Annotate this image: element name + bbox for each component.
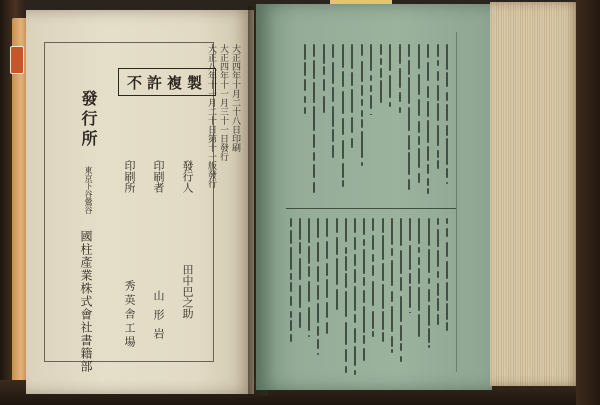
text-line-segment — [409, 286, 411, 308]
text-line-segment — [290, 311, 292, 317]
text-line-segment — [446, 138, 448, 165]
text-line-segment — [400, 325, 402, 341]
text-line-segment — [446, 322, 448, 330]
printing-house-role: 印刷所 — [123, 160, 136, 193]
text-line-segment — [317, 266, 319, 283]
text-line-segment — [409, 218, 411, 241]
text-line-segment — [370, 85, 372, 92]
text-line-segment — [382, 263, 384, 281]
section-divider-line — [286, 208, 456, 209]
text-line-segment — [446, 182, 448, 184]
text-line-segment — [382, 235, 384, 259]
text-line-segment — [427, 146, 429, 161]
text-line-segment — [418, 218, 420, 244]
text-line-segment — [437, 150, 439, 158]
text-line-segment — [354, 346, 356, 366]
text-line-segment — [354, 370, 356, 375]
text-line-segment — [332, 145, 334, 158]
text-line-segment — [336, 258, 338, 285]
text-line-segment — [372, 254, 374, 261]
text-line-segment — [380, 68, 382, 78]
colophon-page — [26, 10, 254, 394]
text-line-segment — [354, 254, 356, 267]
text-line-segment — [427, 86, 429, 98]
text-line-segment — [313, 152, 315, 161]
text-line-segment — [345, 322, 347, 345]
text-line-segment — [342, 44, 344, 68]
text-line-segment — [299, 312, 301, 328]
text-line-segment — [418, 74, 420, 95]
no-reproduction-stamp-box — [118, 68, 216, 96]
text-line-segment — [437, 218, 439, 225]
text-line-segment — [363, 348, 365, 361]
text-line-segment — [342, 140, 344, 159]
upper-text-block — [296, 44, 452, 200]
text-line-segment — [332, 87, 334, 102]
text-line-segment — [437, 103, 439, 121]
text-line-segment — [308, 218, 310, 243]
text-line-segment — [382, 332, 384, 343]
text-line-segment — [336, 237, 338, 255]
text-line-segment — [363, 290, 365, 303]
red-label-tab — [10, 46, 24, 74]
text-line-segment — [418, 121, 420, 133]
text-line-segment — [437, 229, 439, 248]
text-line-segment — [418, 257, 420, 265]
text-line-segment — [399, 92, 401, 102]
text-line-segment — [354, 237, 356, 250]
text-line-segment — [299, 242, 301, 254]
text-line-segment — [408, 44, 410, 57]
text-line-segment — [427, 101, 429, 117]
text-line-segment — [400, 356, 402, 362]
text-line-segment — [290, 296, 292, 307]
text-line-segment — [409, 312, 411, 313]
text-line-segment — [372, 235, 374, 250]
text-line-segment — [437, 298, 439, 311]
text-line-segment — [345, 349, 347, 362]
text-line-segment — [437, 44, 439, 57]
printer-role: 印刷者 — [152, 160, 165, 193]
text-line-segment — [427, 188, 429, 193]
text-line-segment — [304, 44, 306, 60]
text-line-segment — [304, 79, 306, 91]
text-line-segment — [299, 258, 301, 280]
text-line-segment — [437, 283, 439, 296]
text-line-segment — [399, 44, 401, 64]
text-line-segment — [354, 269, 356, 283]
text-line-segment — [304, 96, 306, 102]
text-line-segment — [437, 250, 439, 267]
text-line-segment — [418, 314, 420, 337]
text-line-segment — [437, 314, 439, 325]
text-line-segment — [290, 320, 292, 331]
publisher-role: 發行人 — [181, 160, 194, 193]
text-line-segment — [446, 168, 448, 178]
text-line-segment — [389, 44, 391, 71]
text-line-segment — [313, 134, 315, 148]
text-line-segment — [437, 160, 439, 169]
text-line-segment — [409, 245, 411, 270]
text-line-segment — [351, 117, 353, 133]
text-line-segment — [428, 218, 430, 246]
text-line-segment — [408, 77, 410, 104]
text-line-segment — [446, 92, 448, 101]
publisher-person-name: 田中巴之助 — [181, 264, 194, 319]
text-line-segment — [437, 60, 439, 67]
text-line-segment — [317, 353, 319, 354]
text-line-segment — [351, 89, 353, 114]
text-line-segment — [313, 164, 315, 178]
text-line-segment — [326, 263, 328, 276]
text-line-segment — [345, 366, 347, 374]
text-line-segment — [361, 85, 363, 96]
text-line-segment — [428, 249, 430, 273]
text-line-segment — [323, 44, 325, 64]
text-line-segment — [299, 285, 301, 308]
print-date-line-2: 大正四年十一月三十一日發行 — [218, 44, 228, 161]
text-line-segment — [418, 99, 420, 116]
lower-text-block — [284, 218, 452, 384]
text-line-segment — [418, 268, 420, 283]
text-line-segment — [363, 335, 365, 343]
text-line-segment — [409, 273, 411, 283]
text-line-segment — [308, 281, 310, 302]
text-line-segment — [400, 250, 402, 274]
text-line-segment — [370, 95, 372, 109]
text-line-segment — [391, 336, 393, 347]
text-line-segment — [418, 247, 420, 253]
text-line-segment — [427, 44, 429, 58]
text-line-segment — [299, 218, 301, 240]
text-line-segment — [326, 218, 328, 237]
text-line-segment — [361, 44, 363, 56]
text-line-segment — [317, 339, 319, 349]
text-line-segment — [317, 218, 319, 238]
text-line-segment — [399, 107, 401, 114]
text-line-segment — [326, 279, 328, 298]
text-line-segment — [391, 218, 393, 245]
text-line-segment — [418, 44, 420, 69]
text-line-segment — [345, 218, 347, 242]
text-line-segment — [363, 277, 365, 286]
text-line-segment — [428, 289, 430, 303]
text-line-segment — [313, 182, 315, 192]
text-line-segment — [427, 178, 429, 186]
text-line-segment — [354, 218, 356, 233]
text-line-segment — [361, 99, 363, 106]
text-line-segment — [380, 58, 382, 64]
text-line-segment — [313, 44, 315, 57]
text-line-segment — [370, 75, 372, 82]
text-line-segment — [290, 334, 292, 342]
text-line-segment — [418, 136, 420, 146]
text-line-segment — [418, 173, 420, 184]
text-line-segment — [446, 44, 448, 70]
text-line-segment — [345, 256, 347, 270]
issuing-office-label: 發行所 — [79, 90, 98, 150]
text-line-segment — [326, 241, 328, 259]
page-margin-rule — [456, 32, 457, 372]
text-line-segment — [437, 271, 439, 279]
text-line-segment — [446, 104, 448, 121]
text-line-segment — [342, 91, 344, 113]
text-line-segment — [304, 62, 306, 76]
text-line-segment — [400, 296, 402, 323]
text-line-segment — [345, 247, 347, 253]
text-line-segment — [418, 148, 420, 168]
text-line-segment — [323, 96, 325, 114]
text-line-segment — [351, 138, 353, 148]
text-line-segment — [408, 107, 410, 131]
text-line-segment — [372, 331, 374, 337]
text-line-segment — [332, 106, 334, 127]
text-line-segment — [437, 125, 439, 147]
text-line-segment — [361, 131, 363, 159]
text-line-segment — [380, 44, 382, 55]
text-line-segment — [428, 278, 430, 285]
text-line-segment — [446, 72, 448, 87]
green-index-page — [256, 4, 492, 390]
text-line-segment — [323, 79, 325, 91]
text-line-segment — [382, 218, 384, 233]
text-line-segment — [336, 289, 338, 311]
text-line-segment — [317, 242, 319, 263]
text-line-segment — [308, 307, 310, 331]
text-line-segment — [446, 125, 448, 136]
text-line-segment — [400, 277, 402, 291]
text-line-segment — [317, 285, 319, 300]
text-line-segment — [372, 218, 374, 231]
text-line-segment — [332, 44, 334, 58]
text-line-segment — [382, 311, 384, 329]
text-line-segment — [446, 218, 448, 224]
text-line-segment — [326, 322, 328, 334]
text-line-segment — [290, 230, 292, 244]
text-line-segment — [391, 306, 393, 331]
text-line-segment — [418, 287, 420, 311]
text-line-segment — [428, 328, 430, 343]
text-line-segment — [446, 228, 448, 237]
text-line-segment — [342, 163, 344, 178]
print-date-line-1: 大正四年十月二十八日印刷 — [230, 44, 240, 152]
text-line-segment — [345, 291, 347, 317]
text-line-segment — [336, 218, 338, 233]
text-line-segment — [323, 66, 325, 75]
text-line-segment — [408, 152, 410, 174]
text-line-segment — [446, 303, 448, 320]
text-line-segment — [427, 120, 429, 143]
text-line-segment — [304, 107, 306, 114]
text-line-segment — [399, 68, 401, 87]
text-line-segment — [361, 119, 363, 128]
text-line-segment — [446, 282, 448, 301]
text-line-segment — [408, 179, 410, 190]
text-line-segment — [290, 218, 292, 227]
text-line-segment — [363, 306, 365, 333]
text-line-segment — [361, 61, 363, 82]
issuing-office-location: 東京下谷鶯谷 — [84, 166, 93, 214]
text-line-segment — [370, 44, 372, 71]
text-line-segment — [391, 349, 393, 353]
text-line-segment — [308, 266, 310, 277]
text-line-segment — [308, 335, 310, 337]
text-line-segment — [290, 282, 292, 292]
issuing-company-name: 國柱產業株式會社書籍部 — [79, 230, 93, 373]
text-line-segment — [290, 247, 292, 270]
text-line-segment — [389, 75, 391, 98]
text-line-segment — [351, 72, 353, 86]
text-line-segment — [408, 60, 410, 75]
text-line-segment — [290, 273, 292, 279]
text-line-segment — [317, 303, 319, 323]
text-line-segment — [363, 249, 365, 274]
text-line-segment — [391, 248, 393, 257]
text-line-segment — [326, 302, 328, 318]
no-reproduction-text: 不許複製 — [126, 73, 207, 92]
text-line-segment — [446, 261, 448, 279]
text-line-segment — [400, 218, 402, 246]
text-line-segment — [446, 242, 448, 257]
text-line-segment — [363, 218, 365, 235]
text-line-segment — [354, 286, 356, 311]
text-line-segment — [342, 180, 344, 187]
text-line-segment — [391, 291, 393, 302]
text-line-segment — [351, 44, 353, 69]
text-line-segment — [342, 71, 344, 87]
print-date-line-3: 大正八年十一月二十日第十一版發行 — [206, 44, 216, 188]
printing-house-name: 秀英舎工場 — [123, 280, 136, 350]
page-stack-edge — [490, 2, 580, 386]
text-line-segment — [308, 246, 310, 264]
text-line-segment — [408, 135, 410, 150]
text-line-segment — [428, 305, 430, 326]
text-line-segment — [332, 129, 334, 142]
text-line-segment — [427, 62, 429, 81]
text-line-segment — [317, 326, 319, 336]
text-line-segment — [428, 345, 430, 348]
text-line-segment — [313, 82, 315, 103]
text-line-segment — [342, 118, 344, 135]
text-line-segment — [400, 343, 402, 351]
text-line-segment — [372, 311, 374, 329]
book-cover-right-edge — [576, 0, 600, 405]
text-line-segment — [363, 239, 365, 246]
text-line-segment — [437, 71, 439, 81]
printer-name: 山形岩 — [152, 290, 165, 347]
text-line-segment — [372, 281, 374, 306]
text-line-segment — [354, 328, 356, 343]
text-line-segment — [427, 164, 429, 174]
text-line-segment — [332, 62, 334, 84]
text-line-segment — [345, 273, 347, 288]
text-line-segment — [437, 85, 439, 100]
text-line-segment — [391, 260, 393, 287]
text-line-segment — [313, 106, 315, 131]
text-line-segment — [380, 80, 382, 102]
text-line-segment — [361, 110, 363, 117]
text-line-segment — [389, 102, 391, 106]
text-line-segment — [372, 265, 374, 276]
text-line-segment — [361, 162, 363, 166]
text-line-segment — [382, 284, 384, 309]
text-line-segment — [313, 60, 315, 79]
text-line-segment — [354, 314, 356, 324]
